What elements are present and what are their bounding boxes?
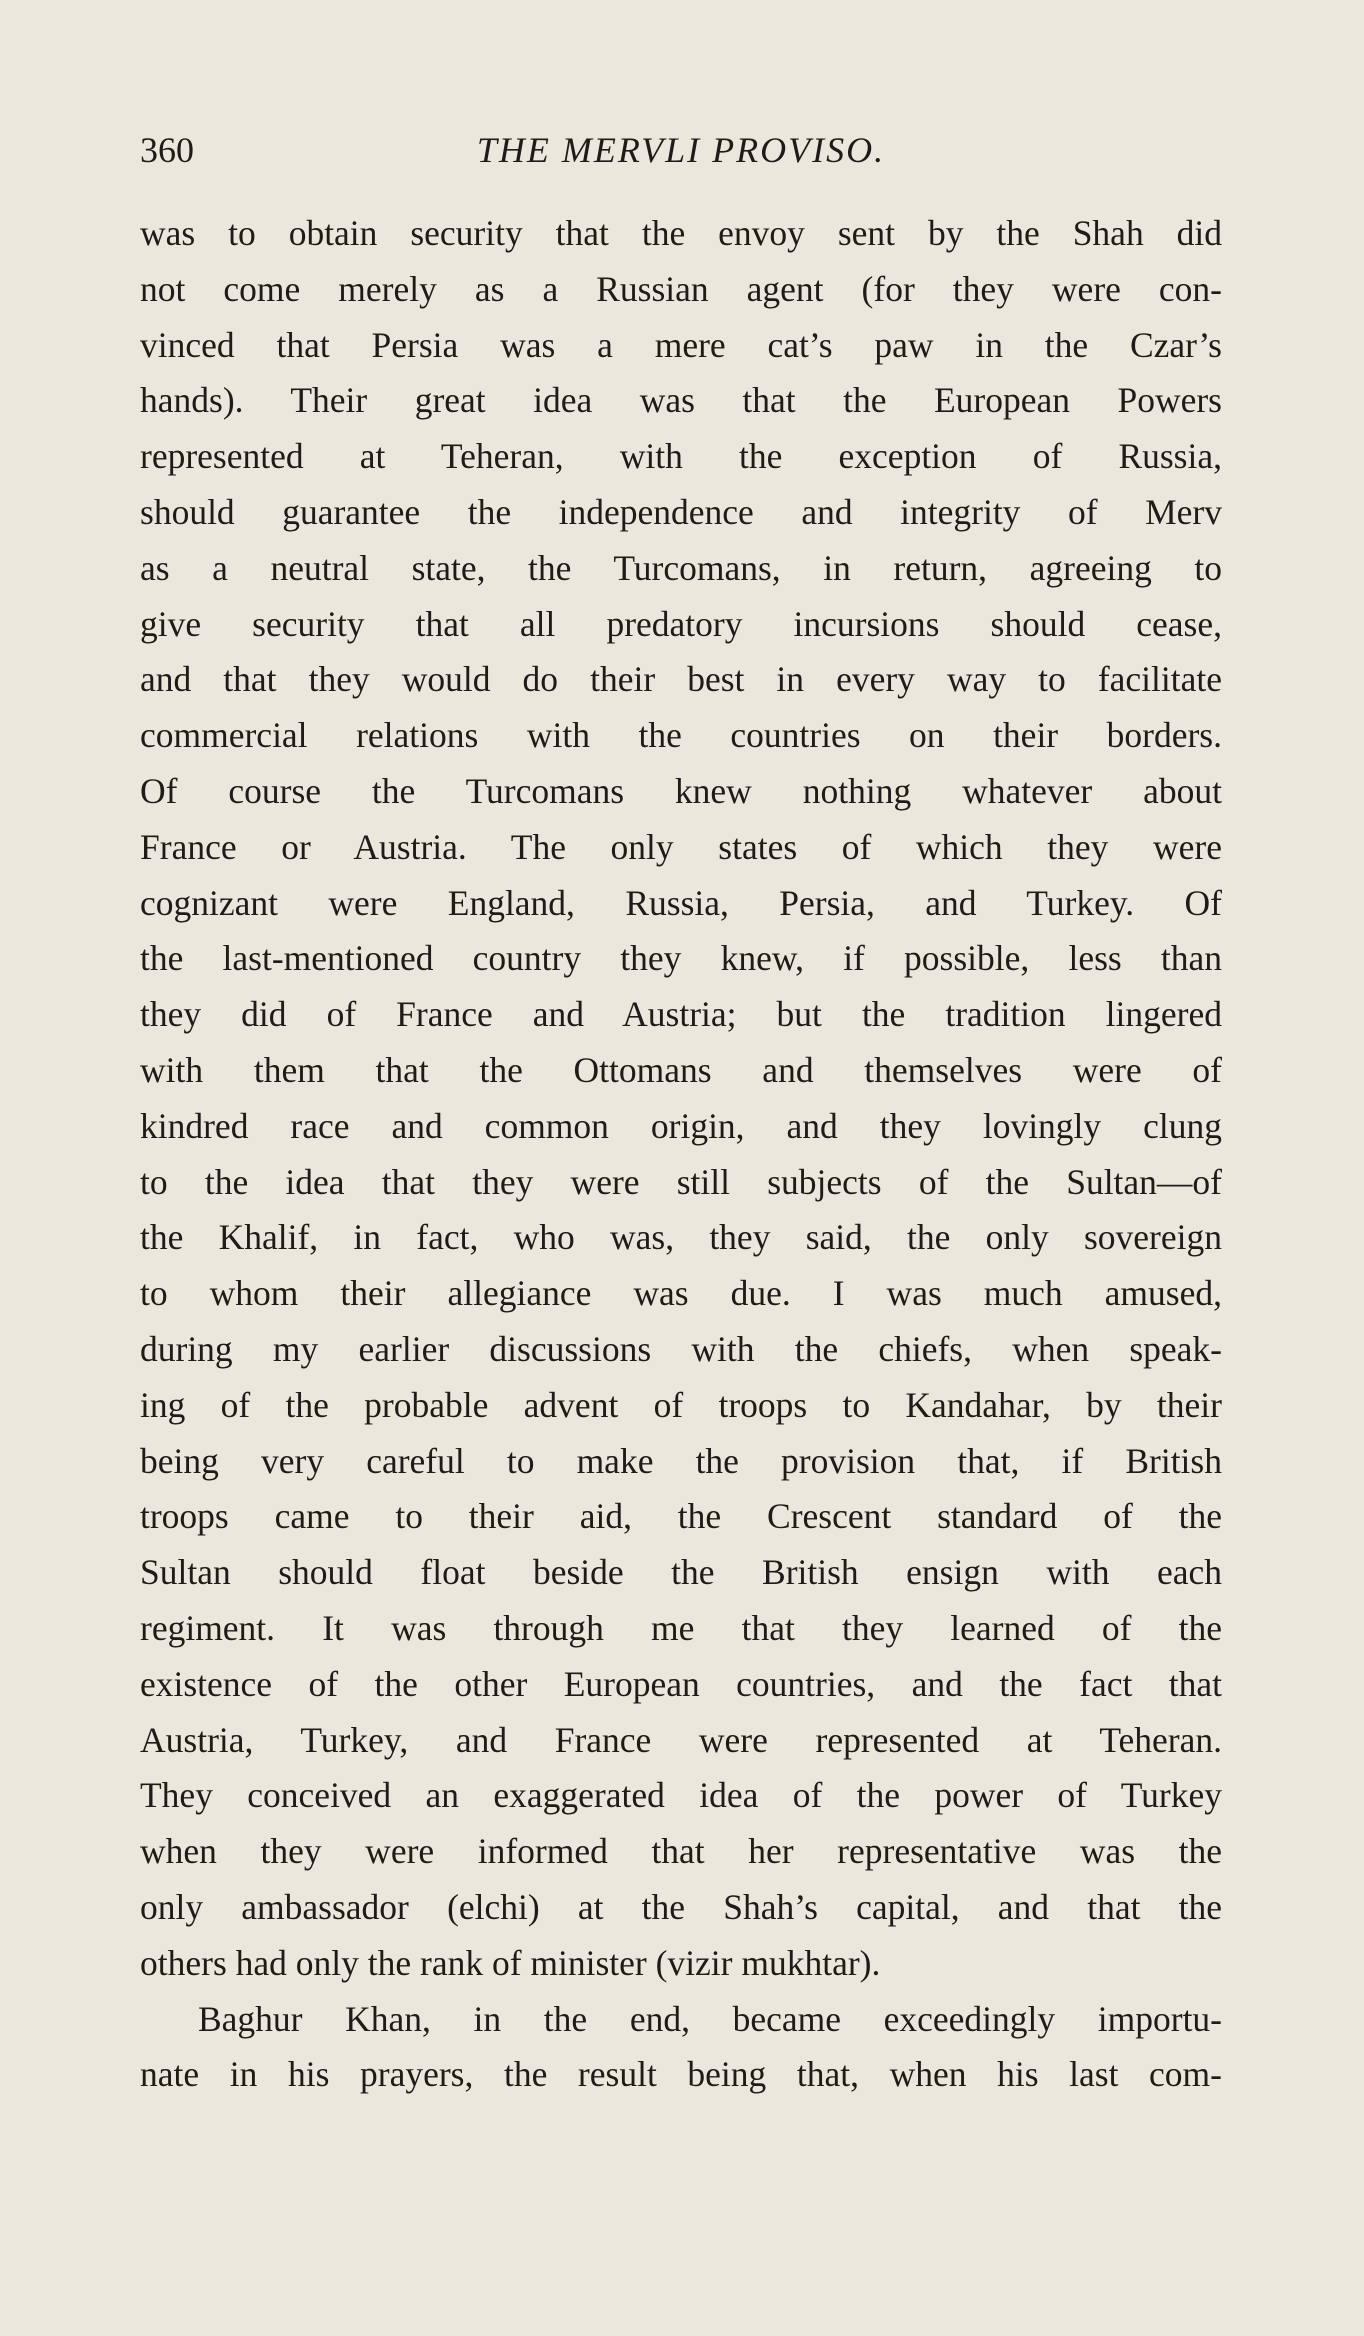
text-line: regiment. It was through me that they learned of the bbox=[140, 1607, 1222, 1648]
text-line: give security that all predatory incursions should cease, bbox=[140, 603, 1222, 644]
text-line: being very careful to make the provision that, if British bbox=[140, 1440, 1222, 1481]
text-line: They conceived an exaggerated idea of the power of Turkey bbox=[140, 1775, 1222, 1816]
running-title: THE MERVLI PROVISO. bbox=[476, 130, 886, 170]
text-line: the last-mentioned country they knew, if possible, less than bbox=[140, 938, 1222, 979]
text-line: others had only the rank of minister (vizir mukhtar). bbox=[140, 1942, 881, 1983]
text-line: cognizant were England, Russia, Persia, and Turkey. Of bbox=[140, 882, 1222, 923]
paragraph-2 bbox=[140, 1992, 1222, 2104]
text-line: kindred race and common origin, and they lovingly clung bbox=[140, 1105, 1222, 1146]
text-line: Sultan should float beside the British ensign with each bbox=[140, 1552, 1222, 1593]
text-line: as a neutral state, the Turcomans, in return, agreeing to bbox=[140, 547, 1222, 588]
text-line: should guarantee the independence and integrity of Merv bbox=[140, 491, 1222, 532]
text-line: existence of the other European countries, and the fact that bbox=[140, 1663, 1222, 1704]
text-line: and that they would do their best in every way to facilitate bbox=[140, 659, 1222, 700]
text-line: hands). Their great idea was that the European Powers bbox=[140, 380, 1222, 421]
text-line: Baghur Khan, in the end, became exceedingly importu- bbox=[198, 1998, 1222, 2039]
text-line: to the idea that they were still subjects of the Sultan—of bbox=[140, 1161, 1222, 1202]
page-number: 360 bbox=[140, 130, 194, 170]
text-line: Of course the Turcomans knew nothing whatever about bbox=[140, 770, 1222, 811]
text-line: the Khalif, in fact, who was, they said, the only sovereign bbox=[140, 1217, 1222, 1258]
text-line: France or Austria. The only states of which they were bbox=[140, 826, 1222, 867]
text-line: not come merely as a Russian agent (for they were con- bbox=[140, 268, 1222, 309]
text-line: was to obtain security that the envoy sent by the Shah did bbox=[140, 213, 1222, 253]
text-line: represented at Teheran, with the exception of Russia, bbox=[140, 436, 1222, 477]
text-line: to whom their allegiance was due. I was much amused, bbox=[140, 1273, 1222, 1314]
text-line: ing of the probable advent of troops to Kandahar, by their bbox=[140, 1384, 1222, 1425]
paragraph-1 bbox=[140, 206, 1222, 1992]
text-line: with them that the Ottomans and themselves were of bbox=[140, 1049, 1222, 1090]
text-line: commercial relations with the countries on their borders. bbox=[140, 715, 1222, 756]
text-line: when they were informed that her representative was the bbox=[140, 1831, 1222, 1872]
text-line: Austria, Turkey, and France were represented at Teheran. bbox=[140, 1719, 1222, 1760]
text-line: nate in his prayers, the result being that, when his last com- bbox=[140, 2054, 1222, 2095]
text-line: during my earlier discussions with the chiefs, when speak- bbox=[140, 1328, 1222, 1369]
running-head bbox=[140, 124, 1222, 176]
text-line: they did of France and Austria; but the tradition lingered bbox=[140, 994, 1222, 1035]
text-line: only ambassador (elchi) at the Shah’s capital, and that the bbox=[140, 1886, 1222, 1927]
text-line: vinced that Persia was a mere cat’s paw in the Czar’s bbox=[140, 324, 1222, 365]
text-line: troops came to their aid, the Crescent standard of the bbox=[140, 1496, 1222, 1537]
body-text bbox=[140, 206, 1222, 2103]
